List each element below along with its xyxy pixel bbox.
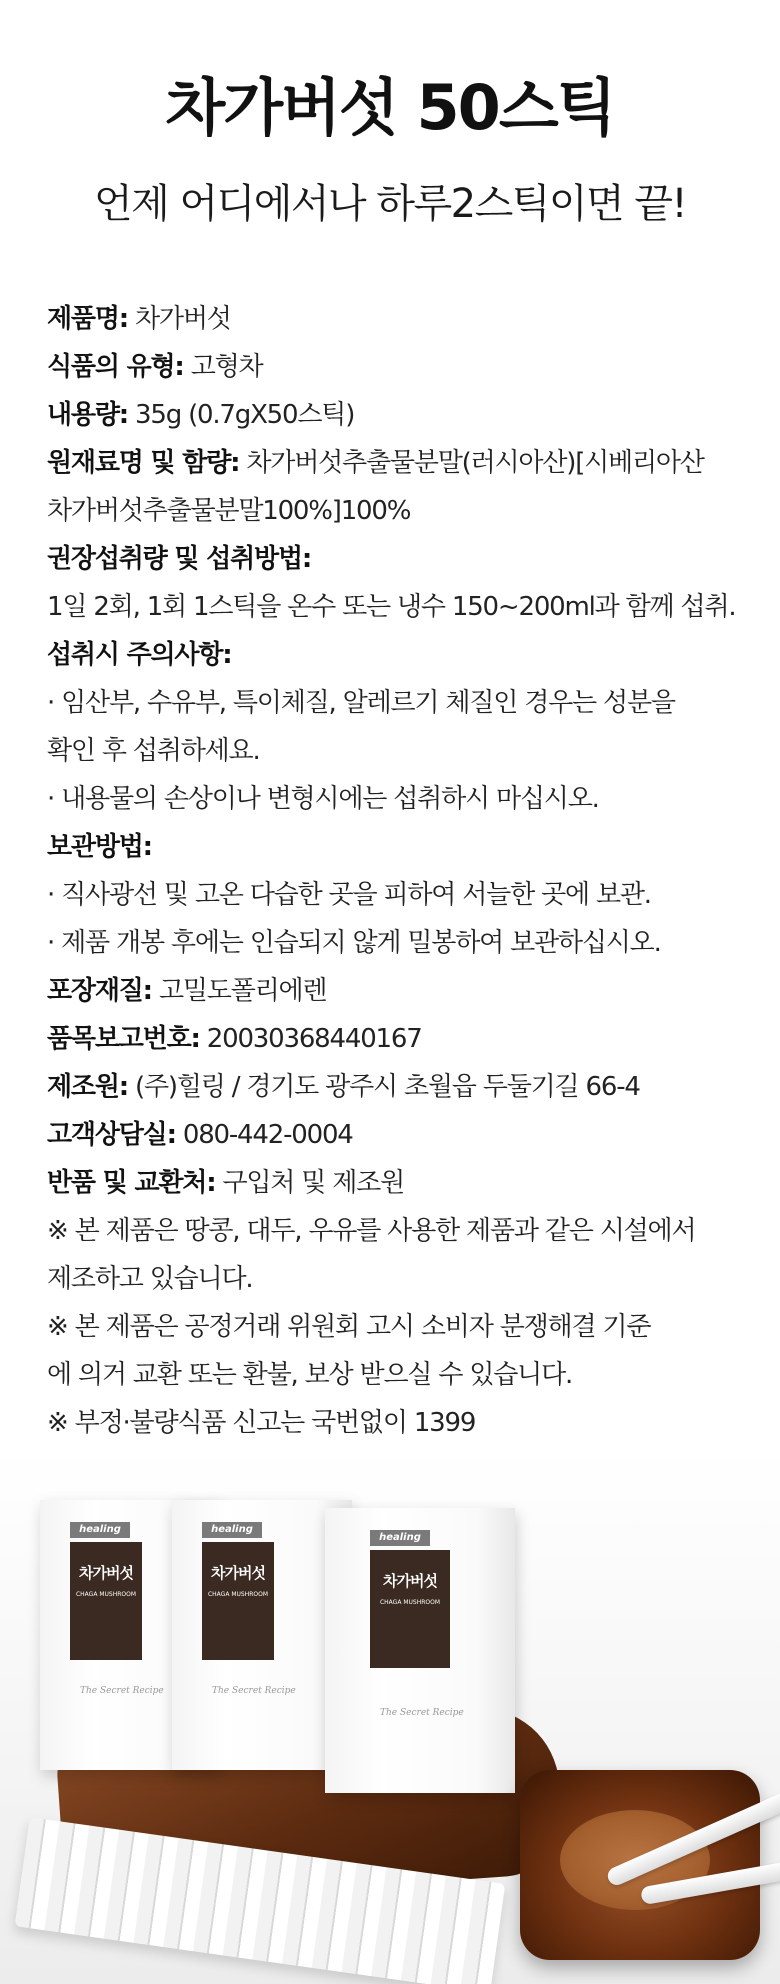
- info-value: 제조하고 있습니다.: [47, 1264, 253, 1294]
- product-box-right: [325, 1508, 515, 1793]
- box-label-panel: [370, 1550, 450, 1668]
- box-label-panel: [70, 1542, 142, 1660]
- info-label: 반품 및 교환처:: [47, 1168, 216, 1198]
- info-line: [47, 391, 767, 439]
- info-line: [47, 1111, 767, 1159]
- box-name-en: CHAGA MUSHROOM: [207, 1591, 269, 1598]
- info-line: [47, 343, 767, 391]
- info-line: [47, 487, 767, 535]
- box-name: 차가버섯: [79, 1564, 133, 1582]
- box-name: 차가버섯: [211, 1564, 265, 1582]
- info-line: [47, 775, 767, 823]
- info-line: [47, 1255, 767, 1303]
- box-name: 차가버섯: [383, 1572, 437, 1590]
- info-line: [47, 919, 767, 967]
- info-value: ※ 부정·불량식품 신고는 국번없이 1399: [47, 1408, 476, 1438]
- info-label: 제품명:: [47, 304, 128, 334]
- info-value: ※ 본 제품은 땅콩, 대두, 우유를 사용한 제품과 같은 시설에서: [47, 1216, 696, 1246]
- info-value: ※ 본 제품은 공정거래 위원회 고시 소비자 분쟁해결 기준: [47, 1312, 651, 1342]
- info-value: 35g (0.7gX50스틱): [127, 400, 355, 430]
- info-line: [47, 1399, 767, 1447]
- info-line: [47, 727, 767, 775]
- info-label: 식품의 유형:: [47, 352, 184, 382]
- info-value: · 직사광선 및 고온 다습한 곳을 피하여 서늘한 곳에 보관.: [47, 880, 651, 910]
- info-value: 에 의거 교환 또는 환불, 보상 받으실 수 있습니다.: [47, 1360, 573, 1390]
- info-line: [47, 631, 767, 679]
- info-value: 차가버섯추출물분말100%]100%: [47, 496, 411, 526]
- info-label: 섭취시 주의사항:: [47, 640, 232, 670]
- page-subtitle: 언제 어디에서나 하루2스틱이면 끝!: [93, 181, 687, 227]
- info-value: 고밀도폴리에렌: [151, 976, 327, 1006]
- info-value: · 제품 개봉 후에는 인습되지 않게 밀봉하여 보관하십시오.: [47, 928, 661, 958]
- info-value: 고형차: [183, 352, 263, 382]
- info-value: 1일 2회, 1회 1스틱을 온수 또는 냉수 150~200ml과 함께 섭취.: [47, 592, 736, 622]
- info-line: [47, 295, 767, 343]
- info-value: 080-442-0004: [175, 1120, 353, 1150]
- info-value: (주)힐링 / 경기도 광주시 초월읍 두둘기길 66-4: [127, 1072, 640, 1102]
- info-label: 고객상담실:: [47, 1120, 176, 1150]
- info-line: [47, 1015, 767, 1063]
- info-line: [47, 871, 767, 919]
- info-label: 포장재질:: [47, 976, 152, 1006]
- info-line: [47, 1063, 767, 1111]
- info-value: 차가버섯추출물분말(러시아산)[시베리아산: [239, 448, 704, 478]
- box-name-en: CHAGA MUSHROOM: [379, 1599, 441, 1606]
- info-value: 확인 후 섭취하세요.: [47, 736, 260, 766]
- brand-logo: healing: [70, 1522, 130, 1538]
- info-label: 제조원:: [47, 1072, 128, 1102]
- info-line: [47, 1351, 767, 1399]
- info-line: [47, 1207, 767, 1255]
- box-label-panel: [202, 1542, 274, 1660]
- product-photo: [0, 1450, 780, 1984]
- info-label: 품목보고번호:: [47, 1024, 200, 1054]
- info-line: [47, 439, 767, 487]
- info-label: 권장섭취량 및 섭취방법:: [47, 544, 312, 574]
- info-line: [47, 823, 767, 871]
- info-label: 보관방법:: [47, 832, 152, 862]
- product-info-list: [47, 295, 767, 1447]
- box-script: The Secret Recipe: [80, 1686, 164, 1696]
- info-value: 20030368440167: [199, 1024, 422, 1054]
- info-line: [47, 535, 767, 583]
- box-script: The Secret Recipe: [212, 1686, 296, 1696]
- brand-logo: healing: [370, 1530, 430, 1546]
- box-script: The Secret Recipe: [380, 1708, 464, 1718]
- info-line: [47, 1303, 767, 1351]
- info-value: 차가버섯: [127, 304, 231, 334]
- info-label: 원재료명 및 함량:: [47, 448, 240, 478]
- info-line: [47, 583, 767, 631]
- brand-logo: healing: [202, 1522, 262, 1538]
- info-value: · 임산부, 수유부, 특이체질, 알레르기 체질인 경우는 성분을: [47, 688, 675, 718]
- page-title: 차가버섯 50스틱: [165, 71, 615, 144]
- box-name-en: CHAGA MUSHROOM: [75, 1591, 137, 1598]
- info-value: · 내용물의 손상이나 변형시에는 섭취하시 마십시오.: [47, 784, 599, 814]
- info-value: 구입처 및 제조원: [215, 1168, 405, 1198]
- info-line: [47, 679, 767, 727]
- info-label: 내용량:: [47, 400, 128, 430]
- info-line: [47, 967, 767, 1015]
- info-line: [47, 1159, 767, 1207]
